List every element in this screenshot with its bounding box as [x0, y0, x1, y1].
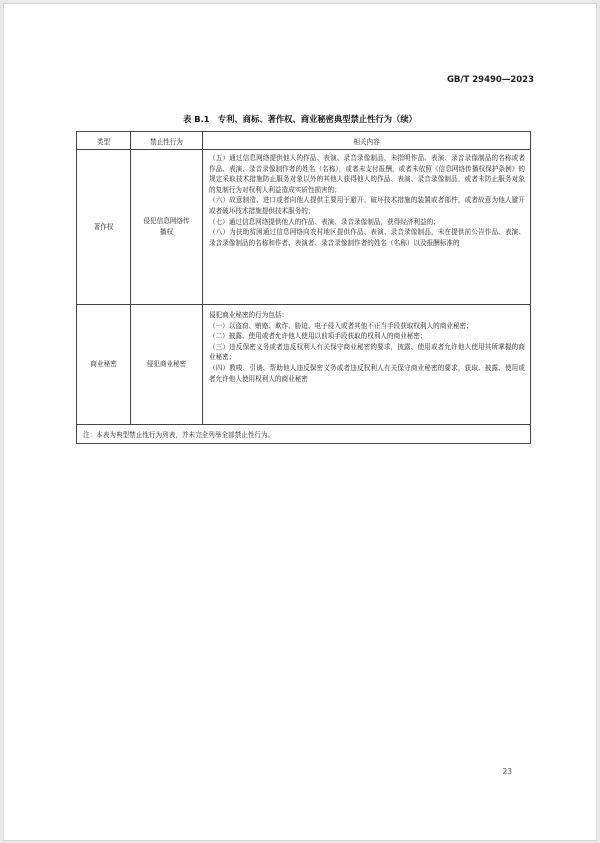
prohibited-behavior-table	[76, 131, 531, 444]
content-paragraph: （四）教唆、引诱、帮助他人违反保密义务或者违反权利人有关保守商业秘密的要求，获取、披露、使用或者允许他人使用权利人的商业秘密	[209, 363, 525, 383]
cell-content	[203, 305, 531, 425]
column-header-content: 相关内容	[203, 132, 531, 150]
table-row-copyright	[77, 150, 531, 305]
table-note-row	[77, 425, 531, 444]
content-paragraph: （七）通过信息网络提供他人的作品、表演、录音录像制品，获得经济利益的；	[209, 217, 440, 226]
content-paragraph: （一）以盗窃、贿赂、欺诈、胁迫、电子侵入或者其他不正当手段获取权利人的商业秘密；	[209, 321, 473, 330]
table-header-row	[77, 132, 531, 150]
content-paragraph: 侵犯商业秘密的行为包括：	[209, 311, 289, 319]
cell-behavior: 侵犯商业秘密	[131, 305, 203, 425]
table-row-trade-secret	[77, 305, 531, 425]
column-header-behavior: 禁止性行为	[131, 132, 203, 150]
cell-type: 商业秘密	[77, 305, 131, 425]
standard-code: GB/T 29490—2023	[446, 75, 534, 85]
content-paragraph: （二）披露、使用或者允许他人使用以前项手段获取的权利人的商业秘密；	[209, 332, 427, 341]
content-paragraph: （三）违反保密义务或者违反权利人有关保守商业秘密的要求，披露、使用或者允许他人使用其所掌握的商业秘密；	[209, 342, 525, 362]
content-paragraph: （八）为扶助贫困通过信息网络向农村地区提供作品、表演、录音录像制品，未在提供前公告作品、表演、录音录像制品的名称和作者、表演者、录音录像制作者的姓名（名称）以及报酬标准的	[209, 228, 525, 247]
cell-behavior: 侵犯信息网络传播权	[131, 150, 203, 305]
table-title: 表 B.1 专利、商标、著作权、商业秘密典型禁止性行为（续）	[183, 114, 417, 124]
page-number: 23	[502, 767, 512, 776]
cell-content	[203, 150, 531, 305]
table-note: 注：本表为典型禁止性行为列表，并未完全列举全部禁止性行为。	[77, 425, 531, 444]
content-paragraph: （五）通过信息网络提供他人的作品、表演、录音录像制品，未指明作品、表演、录音录像制品的名称或者作品、表演、录音录像制作者的姓名（名称），或者未支付报酬，或者未依照《信息网络传播权保护条例》的规定采取技术措施防止服务对象以外的其他人获得他人的作品、表演、录音录像制品，或者未防止服务对象的复制行为对权利人利益造成实质性损害的；	[209, 154, 525, 194]
cell-type: 著作权	[77, 150, 131, 305]
column-header-type: 类型	[77, 132, 131, 150]
content-paragraph: （六）故意制造、进口或者向他人提供主要用于避开、破坏技术措施的装置或者部件，或者故意为他人避开或者破坏技术措施提供技术服务的；	[209, 196, 525, 215]
document-page	[3, 3, 597, 841]
